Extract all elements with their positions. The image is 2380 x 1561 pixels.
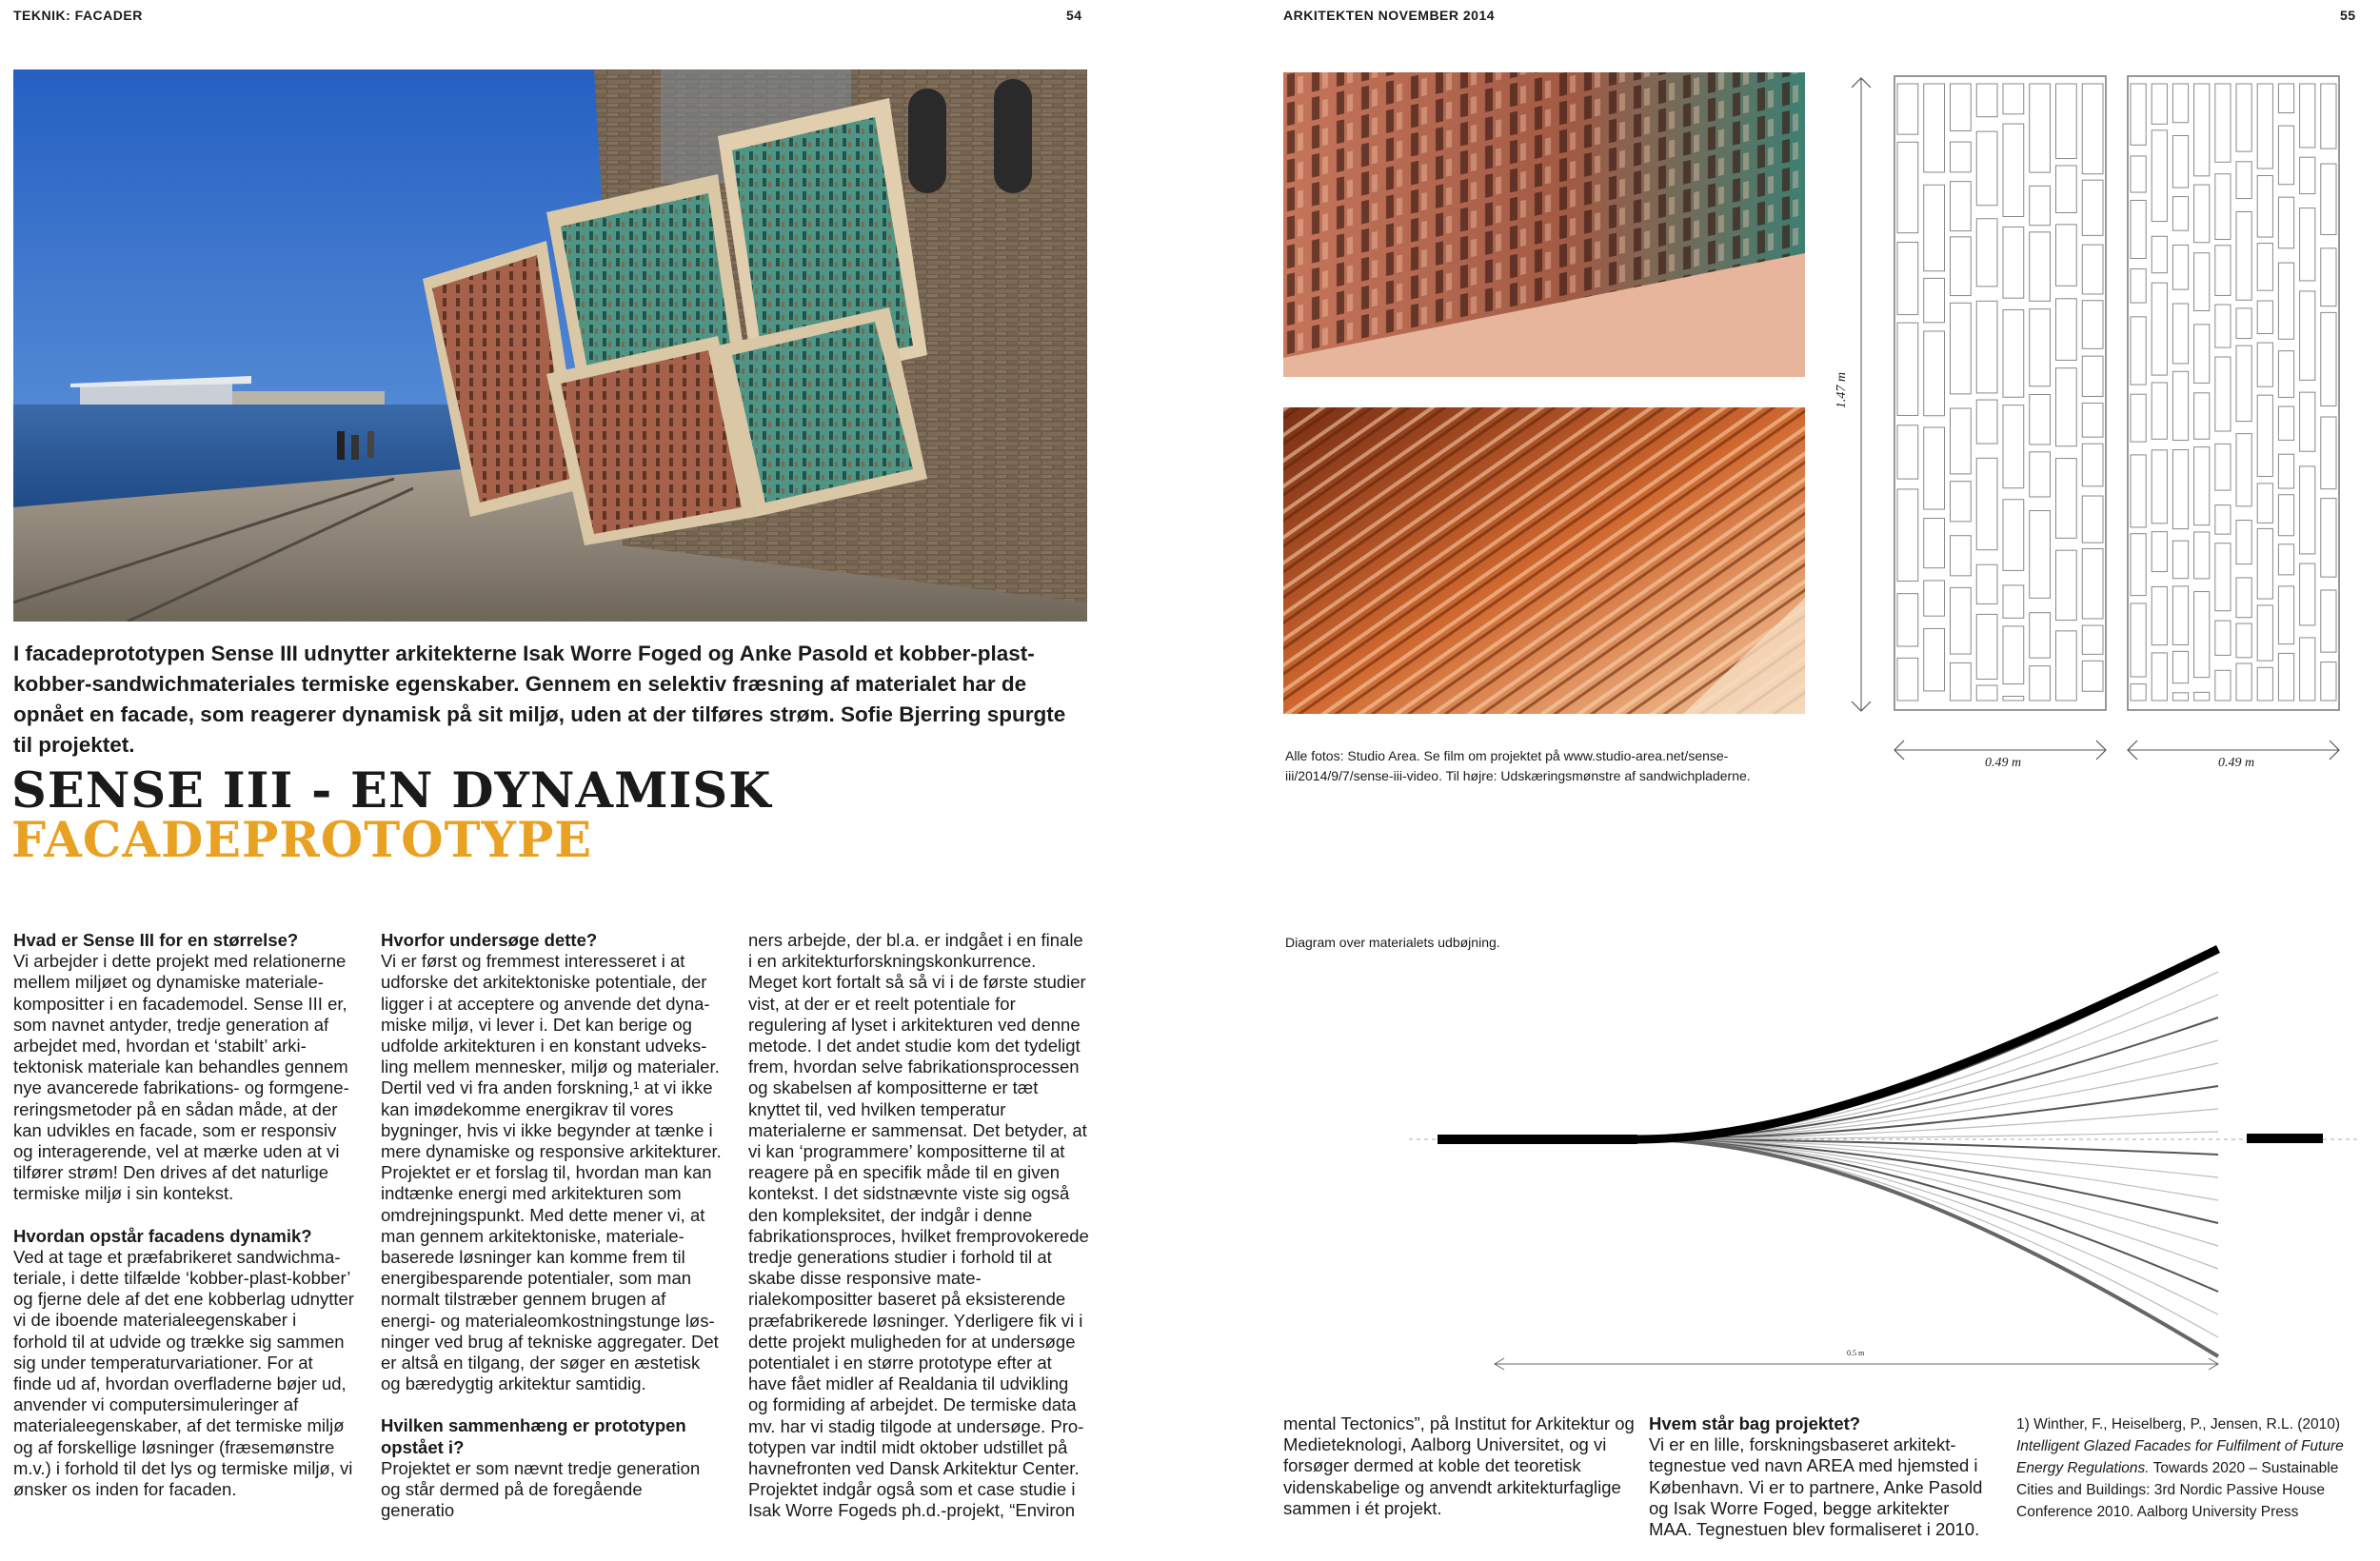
perforated-panel-closeup: [1283, 72, 1805, 377]
cut-slot: [2278, 126, 2293, 185]
cut-slot: [2172, 197, 2188, 231]
panel-underside-photo: [1283, 407, 1805, 714]
cut-slot: [2082, 661, 2103, 691]
footnote-authors: 1) Winther, F., Heiselberg, P., Jensen, R.L. (2010): [2016, 1416, 2341, 1433]
cut-slot: [1976, 564, 1997, 603]
cut-slot: [2278, 406, 2293, 440]
cut-slot: [2172, 693, 2188, 701]
cut-slot: [2056, 631, 2077, 701]
left-column-3: [748, 930, 1089, 1543]
cut-slot: [2257, 175, 2272, 237]
headline-line-2: FACADEPROTOTYPE: [11, 812, 593, 869]
cut-slot: [2056, 459, 2077, 539]
cut-slot: [2030, 452, 2051, 497]
cut-slot: [2082, 356, 2103, 396]
cut-slot: [2003, 227, 2024, 298]
cut-slot: [2082, 301, 2103, 349]
cut-slot: [2030, 394, 2051, 445]
deflection-curve: [1637, 1040, 2218, 1139]
cut-slot: [1976, 614, 1997, 679]
width-dimension-label-1: 0.49 m: [1985, 756, 2022, 770]
cut-slot: [2257, 301, 2272, 333]
intro-lead: I facadeprototypen Sense III udnytter arkitekterne Isak Worre Foged og Anke Pasold et kobber-plast-kobber-sandwichmateriales termiske egenskaber. Gennem en selektiv fræsning af materialet har de opnået en facade, som reagerer dynamisk på sit miljø, uden at der tilføres strøm. Sofie Bjerring spurgte til projektet.: [13, 642, 1066, 757]
cut-slot: [2152, 283, 2167, 375]
cut-slot: [2131, 603, 2146, 677]
cut-slot: [1976, 219, 1997, 287]
cut-slot: [2056, 550, 2077, 620]
cut-slot: [2321, 312, 2336, 405]
cut-slot: [2215, 444, 2231, 490]
deflection-curve: [1637, 1139, 2218, 1314]
cut-slot: [2172, 84, 2188, 123]
cut-slot: [2278, 653, 2293, 701]
cut-slot: [1897, 489, 1918, 582]
cut-slot: [2278, 454, 2293, 488]
cut-slot: [2003, 124, 2024, 216]
cut-slot: [2300, 84, 2315, 148]
cut-slot: [1951, 482, 1972, 522]
cut-slot: [1924, 278, 1945, 322]
width-dimension-label-2: 0.49 m: [2218, 756, 2255, 770]
cut-slot: [2030, 186, 2051, 225]
cut-slot: [2257, 528, 2272, 599]
cut-slot: [2056, 368, 2077, 446]
cut-slot: [1976, 458, 1997, 549]
cut-slot: [2278, 544, 2293, 575]
question-heading: Hvad er Sense III for en størrelse?: [13, 930, 299, 950]
cut-slot: [2215, 84, 2231, 162]
question-heading: Hvem står bag projektet?: [1649, 1413, 1861, 1433]
cut-slot: [2152, 130, 2167, 222]
cut-slot: [2131, 200, 2146, 258]
cut-slot: [1924, 331, 1945, 416]
cut-slot: [1924, 519, 1945, 568]
deflection-curve: [1637, 995, 2218, 1139]
question-heading: Hvilken sammenhæng er prototypen opstået i?: [381, 1415, 686, 1457]
answer-paragraph: Vi arbejder i dette projekt med relationerne mellem miljøet og dynamiske materialekompositter i en facademodel. Sense III er, som navnet antyder, tredje generation af arbejdet med, hvordan et ‘stabilt’ arkitektonisk materiale kan behandles gennem nye avancerede fabrikations- og formgenereringsmetoder på en sådan måde, at der kan udvikles en facade, som er responsiv og interagerende, vel at mærke uden at vi tilfører strøm! Den drives af det naturlige termiske miljø i sin kontekst.: [13, 951, 349, 1204]
cut-slot: [2030, 309, 2051, 386]
cut-slot: [2215, 621, 2231, 655]
cut-slot: [2172, 541, 2188, 579]
cut-slot: [2236, 212, 2251, 301]
cut-slot: [2300, 466, 2315, 554]
cut-slot: [1924, 581, 1945, 616]
cut-slot: [2172, 651, 2188, 682]
cut-slot: [1951, 84, 1972, 130]
cut-slot: [2030, 84, 2051, 172]
cut-slot: [2236, 308, 2251, 339]
cut-slot: [2278, 351, 2293, 398]
running-head-right: ARKITEKTEN NOVEMBER 2014: [1283, 8, 1496, 23]
answer-paragraph: Ved at tage et præfabrikeret sandwichmateriale, i dette tilfælde ‘kobber-plast-kobber’ og fjerne dele af det ene kobberlag udnytter vi de iboende materialeegenskaber i forhold til at udvide og trække sig sammen sig under temperaturvariationer. For at finde ud af, hvordan overfladerne bøjer ud, anvender vi computersimuleringer af materialeegenskaber, af det termiske miljø og af forskellige løsninger (fræsemønstre m.v.) i forhold til det lys og termiske miljø, vi ønsker os inden for facaden.: [13, 1246, 354, 1500]
cut-slot: [2172, 586, 2188, 645]
question-heading: Hvorfor undersøge dette?: [381, 930, 598, 950]
cut-slot: [2215, 305, 2231, 347]
cut-slot: [1976, 131, 1997, 206]
photo-caption: Alle fotos: Studio Area. Se film om projektet på www.studio-area.net/sense-iii/2014/9/7/sense-iii-video. Til højre: Udskæringsmønstre af sandwichpladerne.: [1285, 748, 1751, 783]
cut-slot: [2003, 309, 2024, 397]
cut-slot: [2082, 625, 2103, 654]
cut-slot: [2278, 197, 2293, 248]
cut-slot: [2321, 662, 2336, 701]
cut-slot: [1951, 237, 1972, 296]
cut-slot: [2172, 371, 2188, 440]
footnote-rest: Towards 2020 – Sustainable Cities and Buildings: 3rd Nordic Passive House Conference 2010. Aalborg University Press: [2016, 1460, 2339, 1520]
diagram-length-label: 0.5 m: [1847, 1349, 1865, 1357]
cut-slot: [2131, 534, 2146, 596]
cut-slot: [2003, 697, 2024, 701]
cut-slot: [2082, 180, 2103, 235]
cut-slot: [2003, 626, 2024, 684]
cut-slot: [2321, 248, 2336, 306]
cut-slot: [1951, 587, 1972, 654]
cut-slot: [2172, 135, 2188, 188]
cut-slot: [2152, 586, 2167, 644]
page-number-left: 54: [1066, 8, 1082, 23]
cut-slot: [2278, 263, 2293, 339]
right-column-2: [1649, 1413, 1990, 1561]
cut-slot: [2300, 208, 2315, 281]
cut-slot: [2215, 505, 2231, 534]
cut-slot: [1924, 84, 1945, 172]
cut-slot: [2082, 84, 2103, 174]
cut-slot: [2003, 84, 2024, 114]
cut-slot: [2300, 157, 2315, 193]
cut-pattern-drawings: [1837, 69, 2370, 773]
cut-slot: [2257, 84, 2272, 168]
cut-slot: [2056, 84, 2077, 159]
cut-slot: [2131, 317, 2146, 385]
cut-slot: [2194, 84, 2210, 176]
cut-slot: [2030, 613, 2051, 658]
cut-slot: [2321, 164, 2336, 234]
cut-slot: [1897, 84, 1918, 134]
cut-slot: [1951, 536, 1972, 576]
cut-slot: [2152, 236, 2167, 272]
cut-slot: [2236, 162, 2251, 199]
cut-slot: [2321, 499, 2336, 578]
cut-slot: [1897, 323, 1918, 415]
height-dimension-label: 1.47 m: [1835, 371, 1850, 409]
cut-slot: [2300, 291, 2315, 380]
article-headline: [11, 762, 1059, 869]
footnote-title: Intelligent Glazed Facades for Fulfilment of Future Energy Regulations.: [2016, 1438, 2344, 1476]
deflection-curve: [1637, 949, 2218, 1139]
answer-paragraph: Vi er en lille, forskningsbaseret arkitekttegnestue ved navn AREA med hjemsted i København. Vi er to partnere, Anke Pasold og Isak Worre Foged, begge arkitekter MAA. Tegnestuen blev formaliseret i 2010.: [1649, 1434, 1983, 1540]
cut-slot: [2056, 225, 2077, 286]
cut-slot: [1897, 243, 1918, 315]
cut-slot: [2236, 663, 2251, 701]
cut-slot: [2257, 244, 2272, 291]
hero-photo: [13, 69, 1087, 622]
cut-slot: [2215, 357, 2231, 431]
cut-slot: [1951, 182, 1972, 231]
cut-slot: [2300, 638, 2315, 701]
right-column-1: [1283, 1413, 1637, 1540]
left-column-2: [381, 930, 722, 1542]
cut-slot: [2300, 563, 2315, 625]
answer-paragraph: Projektet er som nævnt tredje generation og står dermed på de foregående generatio: [381, 1457, 701, 1521]
cut-slot: [2152, 532, 2167, 572]
cut-slot: [2215, 174, 2231, 240]
cut-slot: [2131, 684, 2146, 701]
cut-slot: [2131, 156, 2146, 192]
cut-slot: [2321, 417, 2336, 489]
cut-slot: [2194, 253, 2210, 311]
cut-slot: [1976, 685, 1997, 701]
facade-closeup-photo: [1283, 72, 1805, 377]
cut-slot: [1951, 662, 1972, 701]
cut-slot: [2194, 447, 2210, 525]
diagram-caption: Diagram over materialets udbøjning.: [1285, 935, 1500, 950]
cut-slot: [1976, 301, 1997, 393]
answer-paragraph: mental Tectonics”, på Institut for Arkitektur og Medieteknologi, Aalborg Universitet, og vi forsøger dermed at koble det teoretisk videnskabelige og anvendt arkitekturfaglige sammen i ét projekt.: [1283, 1413, 1635, 1518]
headline-line-1: SENSE III - EN DYNAMISK: [11, 762, 772, 820]
answer-paragraph: Vi er først og fremmest interesseret i at udforske det arkitektoniske potentiale, der ligger i at acceptere og anvende det dynamiske miljø, vi lever i. Det kan berige og udfolde arkitekturen i en konstant udveksling mellem mennesker, miljø og materialer. Dertil ved vi fra anden forskning,¹ at vi ikke kan imødekomme energikrav til vores bygninger, hvis vi ikke begynder at tænke i mere dynamiske og responsive arkitekturer. Projektet er et forslag til, hvordan man kan indtænke energi med arkitekturen som omdrejningspunkt. Med dette mener vi, at man gennem arkitektoniske, materiale-baserede løsninger kan komme frem til energibesparende potentialer, som man normalt tilstræber gennem brugen af energi- og materialeomkostningstunge løsninger ved brug af tekniske aggregater. Det er altså en tilgang, der søger en æstetisk og bæredygtig arkitektur samtidig.: [381, 951, 722, 1394]
cut-slot: [2131, 394, 2146, 442]
cut-slot: [2257, 484, 2272, 524]
cut-slot: [2152, 653, 2167, 701]
cut-slot: [2030, 666, 2051, 701]
cut-slot: [2215, 246, 2231, 296]
cut-slot: [2236, 84, 2251, 151]
deflection-curve: [1637, 1139, 2218, 1292]
cut-slot: [1951, 303, 1972, 394]
answer-paragraph: ners arbejde, der bl.a. er indgået i en finale i en arkitekturforskningskonkurrence. Meget kort fortalt så så vi i de første studier vist, at der er et reelt potentiale for regulering af lyset i arkitekturen ved denne metode. I det andet studie kom det tydeligt frem, hvordan selve fabrikationsprocessen og skabelsen af kompositterne er tæt knyttet til, ved hvilken temperatur materialerne er sammensat. Det betyder, at vi kan ‘programmere’ kompositterne til at reagere på en specifik måde til en given kontekst. I det sidstnævnte viste sig også den kompleksitet, der indgår i denne fabrikationsproces, hvilket fremprovokerede tredje generations studier i forhold til at skabe disse responsive materialekompositter baseret på eksisterende præfabrikerede løsninger. Yderligere fik vi i dette projekt muligheden for at undersøge potentialet i en større prototype efter at have fået midler af Realdania til udvikling og formiding af arbejdet. De termiske data mv. har vi stadig tilgode at undersøge. Prototypen var indtil midt oktober udstillet på havnefronten ved Dansk Arkitektur Center. Projektet indgår også som et case studie i Isak Worre Fogeds ph.d.-projekt, “Environ: [748, 930, 1089, 1521]
cut-slot: [1976, 84, 1997, 117]
cut-slot: [2257, 667, 2272, 701]
cut-slot: [2215, 543, 2231, 611]
cut-slot: [2257, 605, 2272, 661]
cut-slot: [2236, 623, 2251, 658]
cut-slot: [2236, 346, 2251, 421]
cut-slot: [1976, 400, 1997, 444]
cut-slot: [2172, 245, 2188, 289]
cut-slot: [2152, 383, 2167, 439]
cut-slot: [2194, 325, 2210, 384]
cut-slot: [2131, 269, 2146, 303]
cut-slot: [2278, 84, 2293, 113]
cut-slot: [1951, 408, 1972, 474]
cut-slot: [1897, 142, 1918, 232]
cut-slot: [2003, 500, 2024, 571]
cut-slot: [2257, 395, 2272, 476]
cut-slot: [2172, 304, 2188, 364]
cut-slot: [2082, 444, 2103, 486]
cut-slot: [2056, 299, 2077, 361]
cut-slot: [2131, 455, 2146, 527]
cut-slot: [2082, 496, 2103, 543]
cut-slot: [1951, 142, 1972, 172]
cut-slot: [2152, 84, 2167, 124]
running-head-left: TEKNIK: FACADER: [13, 8, 143, 23]
page-number-right: 55: [2340, 8, 2356, 23]
copper-slats-photo: [1283, 407, 1805, 714]
cut-slot: [2172, 450, 2188, 529]
cut-slot: [2194, 592, 2210, 678]
cut-slot: [2194, 692, 2210, 701]
deflection-diagram: [1399, 938, 2361, 1385]
cut-slot: [2194, 393, 2210, 439]
cut-slot: [2236, 578, 2251, 618]
question-heading: Hvordan opstår facadens dynamik?: [13, 1225, 312, 1246]
cut-slot: [2003, 405, 2024, 488]
cut-slot: [2321, 590, 2336, 652]
cut-slot: [2257, 343, 2272, 386]
cut-slot: [2082, 245, 2103, 294]
cut-slot: [2030, 511, 2051, 599]
cut-slot: [2278, 586, 2293, 644]
cut-slot: [2056, 166, 2077, 213]
deflection-curve: [1637, 972, 2218, 1139]
cut-slot: [2321, 84, 2336, 148]
left-column-1: [13, 930, 354, 1521]
cut-slot: [2236, 521, 2251, 564]
cut-slot: [1924, 185, 1945, 270]
cut-slot: [2003, 585, 2024, 618]
cut-slot: [2082, 549, 2103, 619]
cut-slot: [2152, 450, 2167, 524]
footnote: [2016, 1413, 2359, 1523]
cut-slot: [2194, 532, 2210, 579]
cut-slot: [2082, 403, 2103, 437]
facade-harbour-photo: [13, 69, 1087, 622]
cut-slot: [1897, 594, 1918, 646]
cut-slot: [2300, 392, 2315, 451]
cut-pattern-svg: [1837, 69, 2370, 773]
cut-slot: [1924, 628, 1945, 690]
cut-slot: [1924, 427, 1945, 509]
cut-slot: [2236, 434, 2251, 506]
cut-slot: [2278, 495, 2293, 536]
cut-slot: [2215, 670, 2231, 701]
cut-slot: [1897, 425, 1918, 479]
cut-slot: [2131, 84, 2146, 145]
deflection-curve: [1637, 1139, 2218, 1200]
deflection-diagram-svg: [1399, 938, 2361, 1385]
cut-slot: [1897, 658, 1918, 701]
cut-slot: [2030, 232, 2051, 302]
cut-slot: [2194, 185, 2210, 243]
